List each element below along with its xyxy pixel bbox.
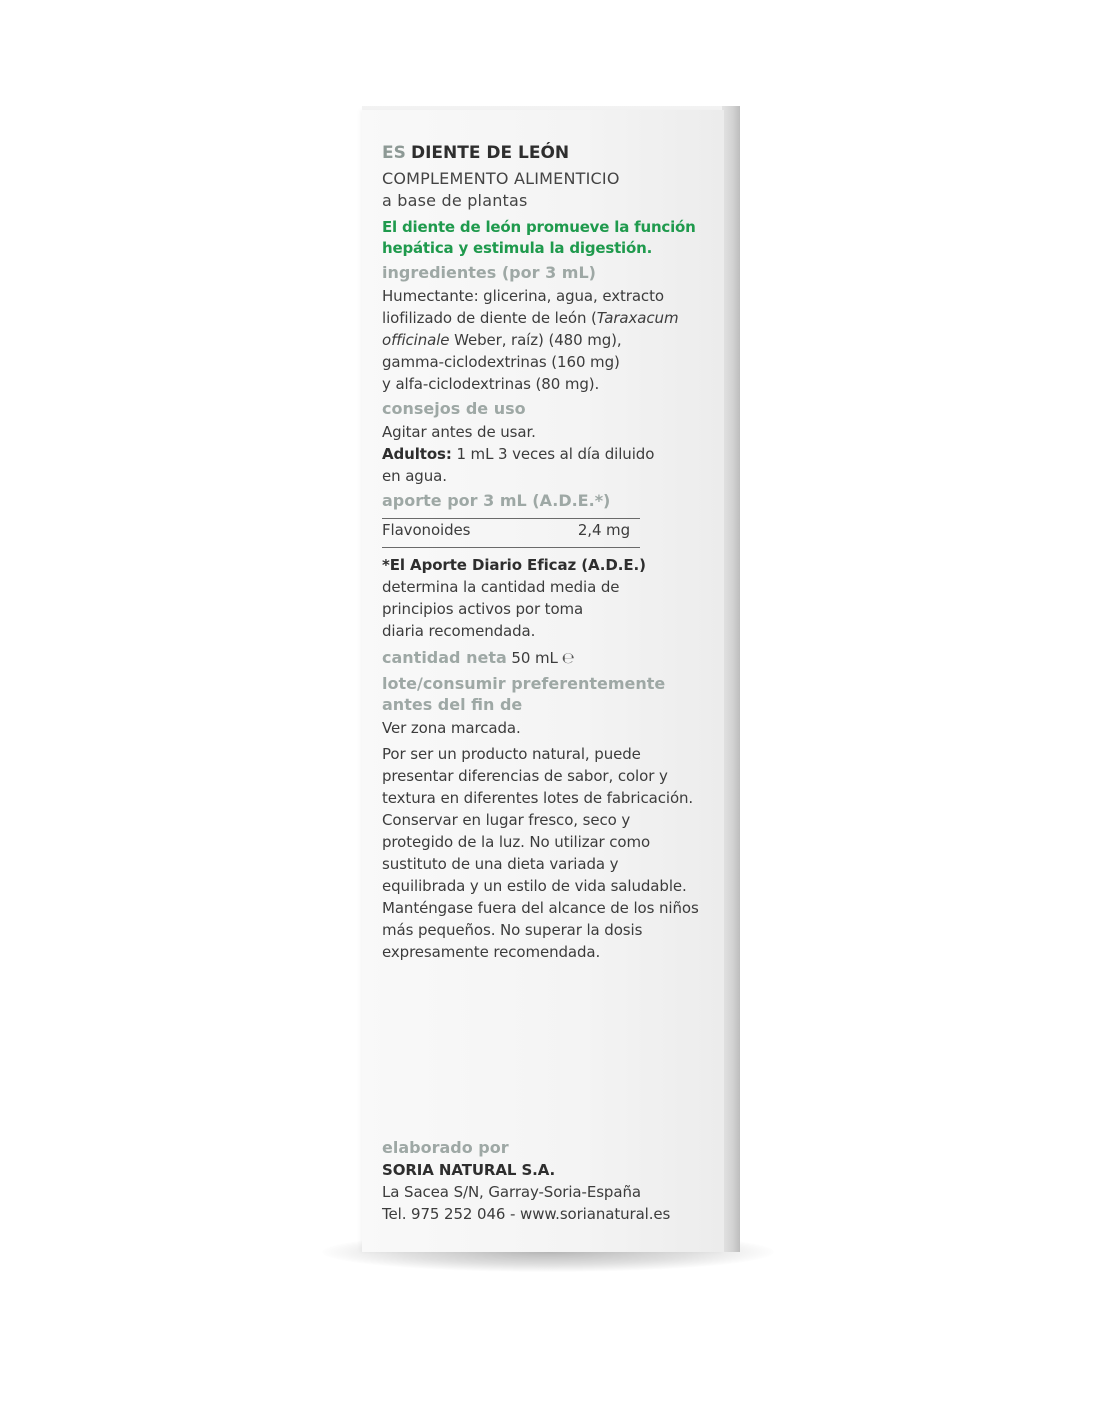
product-subcategory: a base de plantas [382,191,528,210]
maker-company-name: SORIA NATURAL S.A. [382,1161,556,1179]
warning-line: Conservar en lugar fresco, seco y [382,811,631,829]
warning-line: expresamente recomendada. [382,943,601,961]
footnote-line-2: determina la cantidad media de [382,578,620,596]
lot-heading-line-1: lote/consumir preferentemente [382,674,666,693]
ingredients-line-5: y alfa-ciclodextrinas (80 mg). [382,375,600,393]
contribution-heading: aporte por 3 mL (A.D.E.*) [382,491,611,510]
footnote-title: *El Aporte Diario Eficaz (A.D.E.) [382,556,646,574]
lot-heading-line-2: antes del fin de [382,695,523,714]
footnote-line-4: diaria recomendada. [382,622,536,640]
claim-line-2: hepática y estimula la digestión. [382,239,653,257]
product-category: COMPLEMENTO ALIMENTICIO [382,169,620,188]
maker-company [382,1159,722,1181]
ingredients-line-4: gamma-ciclodextrinas (160 mg) [382,353,620,371]
net-quantity [382,647,722,669]
table-cell-name: Flavonoides [382,521,471,539]
maker-address: La Sacea S/N, Garray-Soria-España [382,1183,641,1201]
adults-label: Adultos: [382,445,452,463]
maker-contact: Tel. 975 252 046 - www.sorianatural.es [382,1205,671,1223]
warning-line: sustituto de una dieta variada y [382,855,619,873]
estimated-sign-icon: ℮ [561,649,575,667]
warning-line: presentar diferencias de sabor, color y [382,767,668,785]
ingredients-line-2 [382,307,722,329]
box-side-panel [722,106,740,1252]
warning-line: textura en diferentes lotes de fabricación. [382,789,694,807]
language-code: ES [382,143,406,163]
warning-line: equilibrada y un estilo de vida saludable. [382,877,687,895]
ingredients-heading: ingredientes (por 3 mL) [382,263,596,282]
ingredients-line-1: Humectante: glicerina, agua, extracto [382,287,664,305]
product-name: DIENTE DE LEÓN [410,143,570,163]
usage-line-1: Agitar antes de usar. [382,423,536,441]
table-cell-value: 2,4 mg [577,521,630,539]
warning-line: protegido de la luz. No utilizar como [382,833,651,851]
warning-line: Manténgase fuera del alcance de los niños [382,899,699,917]
ingredients-line-2-text: liofilizado de diente de león ( [382,309,597,327]
ingredients-line-3 [382,329,722,351]
footnote-line-1 [382,554,722,576]
usage-line-3: en agua. [382,467,447,485]
net-quantity-label: cantidad neta [382,648,507,667]
adults-dosage: 1 mL 3 veces al día diluido [451,445,655,463]
usage-heading: consejos de uso [382,399,526,418]
net-quantity-value: 50 mL [506,649,558,667]
footnote-line-3: principios activos por toma [382,600,584,618]
table-row [382,518,640,548]
maker-heading: elaborado por [382,1138,509,1157]
ingredients-latin-genus: Taraxacum [596,309,679,327]
product-title [382,142,722,164]
ingredients-latin-species: officinale [382,331,450,349]
warning-line: Por ser un producto natural, puede [382,745,641,763]
lot-text: Ver zona marcada. [382,719,521,737]
usage-line-2 [382,443,722,465]
warning-line: más pequeños. No superar la dosis [382,921,643,939]
ingredients-line-3-text: Weber, raíz) (480 mg), [449,331,622,349]
claim-line-1: El diente de león promueve la función [382,218,696,236]
